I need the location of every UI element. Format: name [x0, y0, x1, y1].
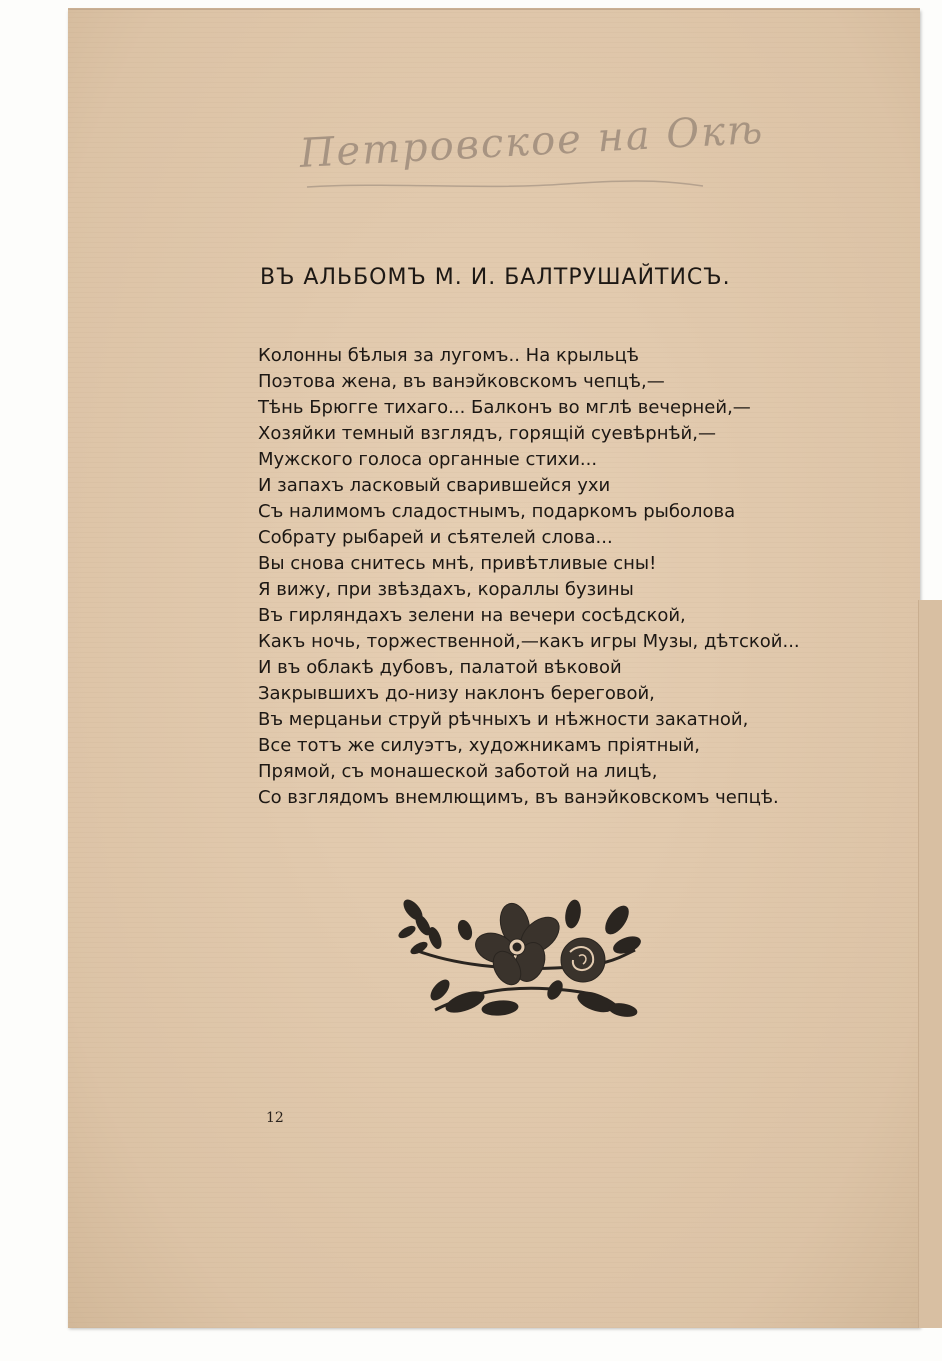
- poem-line: Вы снова снитесь мнѣ, привѣтливые сны!: [258, 553, 657, 574]
- pencil-underline: [305, 178, 705, 192]
- page-number: 12: [266, 1110, 284, 1126]
- poem-line: Въ гирляндахъ зелени на вечери сосѣдской,: [258, 605, 686, 626]
- floral-ornament-icon: [395, 890, 645, 1030]
- poem-line: Тѣнь Брюгге тихаго... Балконъ во мглѣ вечерней,—: [258, 397, 751, 418]
- poem-line: Поэтова жена, въ ванэйковскомъ чепцѣ,—: [258, 371, 665, 392]
- poem-line: Со взглядомъ внемлющимъ, въ ванэйковскомъ чепцѣ.: [258, 787, 779, 808]
- poem-line: Въ мерцаньи струй рѣчныхъ и нѣжности закатной,: [258, 709, 749, 730]
- handwritten-pencil-note: Петровское на Окѣ: [298, 106, 766, 177]
- poem-line: Съ налимомъ сладостнымъ, подаркомъ рыболова: [258, 501, 736, 522]
- poem-line: Прямой, съ монашеской заботой на лицѣ,: [258, 761, 658, 782]
- poem-line: Хозяйки темный взглядъ, горящій суевѣрнѣй,—: [258, 423, 716, 444]
- poem-line: Какъ ночь, торжественной,—какъ игры Музы, дѣтской...: [258, 631, 800, 652]
- poem-line: Я вижу, при звѣздахъ, кораллы бузины: [258, 579, 634, 600]
- poem-line: Закрывшихъ до-низу наклонъ береговой,: [258, 683, 655, 704]
- poem-title: ВЪ АЛЬБОМЪ М. И. БАЛТРУШАЙТИСЪ.: [260, 265, 731, 290]
- poem-line: Собрату рыбарей и сѣятелей слова...: [258, 527, 613, 548]
- poem-line: Все тотъ же силуэтъ, художникамъ пріятный,: [258, 735, 701, 756]
- poem-line: Мужского голоса органные стихи...: [258, 449, 598, 470]
- poem-line: Колонны бѣлыя за лугомъ.. На крыльцѣ: [258, 345, 639, 366]
- poem-line: И запахъ ласковый сварившейся ухи: [258, 475, 611, 496]
- poem-body: [258, 343, 818, 811]
- page-fold-edge: [918, 600, 942, 1328]
- poem-line: И въ облакѣ дубовъ, палатой вѣковой: [258, 657, 622, 678]
